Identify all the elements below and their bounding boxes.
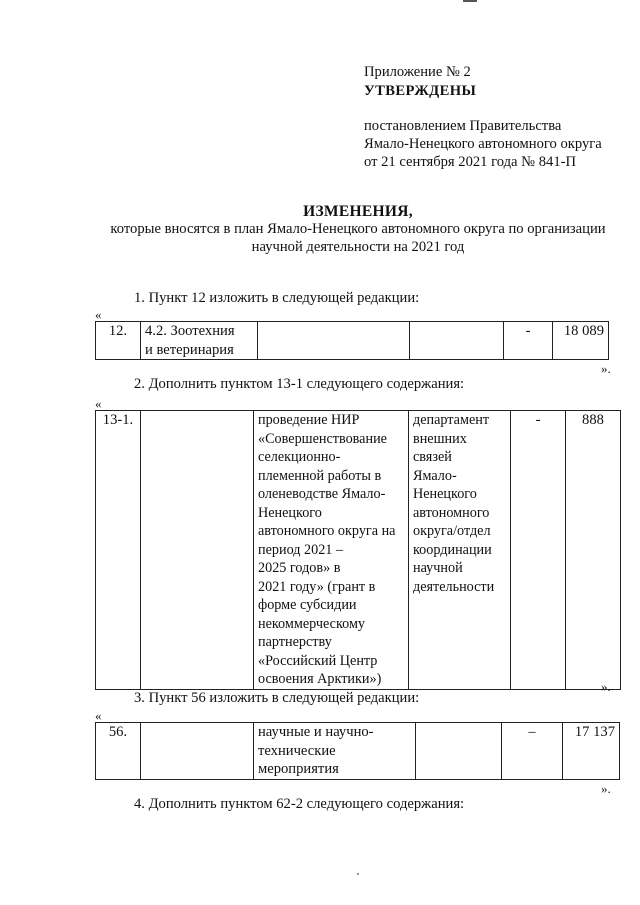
open-quote-2: «: [95, 396, 102, 411]
executor-line: округа/отдел: [413, 523, 491, 539]
section-3-heading: 3. Пункт 56 изложить в следующей редакции:: [134, 690, 420, 706]
table-row: [96, 322, 609, 360]
executor-line: Ямало-: [413, 467, 457, 484]
close-quote-3: ».: [601, 781, 611, 796]
table-row: [96, 723, 620, 780]
event-line: мероприятия: [258, 761, 339, 777]
row-amount: 18 089: [553, 322, 609, 360]
row-event: [254, 411, 409, 690]
title-line-1: которые вносятся в план Ямало-Ненецкого автономного округа по организации: [110, 221, 606, 237]
table-section-2: [95, 410, 621, 690]
page-corner-mark: [463, 0, 477, 2]
event-line: научные и научно-: [258, 724, 374, 740]
executor-line: связей: [413, 449, 452, 465]
event-line: оленеводстве Ямало-: [258, 486, 386, 502]
table-section-3: [95, 722, 620, 780]
table-row: [96, 411, 621, 690]
executor-line: автономного: [413, 504, 490, 521]
executor-line: внешних: [413, 430, 467, 447]
event-line: 2021 году» (грант в: [258, 578, 376, 595]
event-line: период 2021 –: [258, 541, 344, 558]
close-quote-2: ».: [601, 679, 611, 694]
row-section-line: и ветеринария: [145, 341, 234, 358]
row-section: [141, 723, 254, 780]
title-line-2: научной деятельности на 2021 год: [251, 239, 465, 255]
row-number: 12.: [96, 322, 141, 360]
event-line: освоения Арктики»): [258, 671, 382, 687]
event-line: партнерству: [258, 634, 332, 650]
row-number: 13-1.: [96, 411, 141, 690]
executor-line: деятельности: [413, 578, 495, 595]
event-line: племенной работы в: [258, 467, 382, 484]
executor-line: научной: [413, 560, 463, 576]
section-4-heading: 4. Дополнить пунктом 62-2 следующего содержания:: [134, 796, 465, 812]
row-event: [254, 723, 416, 780]
event-line: автономного округа на: [258, 523, 396, 539]
open-quote-3: «: [95, 708, 102, 723]
executor-line: координации: [413, 541, 492, 558]
row-dash: -: [511, 411, 566, 690]
row-event: [258, 322, 410, 360]
section-1-heading: 1. Пункт 12 изложить в следующей редакции:: [134, 290, 420, 306]
event-line: Ненецкого: [258, 504, 322, 521]
event-line: селекционно-: [258, 449, 341, 465]
row-section: [141, 411, 254, 690]
row-section-line: 4.2. Зоотехния: [145, 323, 235, 339]
row-executor: [409, 411, 511, 690]
row-dash: -: [504, 322, 553, 360]
approval-line-2: Ямало-Ненецкого автономного округа: [364, 136, 602, 152]
row-amount: 888: [566, 411, 621, 690]
row-executor: [410, 322, 504, 360]
approved-label: УТВЕРЖДЕНЫ: [364, 83, 477, 99]
document-title: ИЗМЕНЕНИЯ,: [303, 203, 413, 220]
row-number: 56.: [96, 723, 141, 780]
open-quote-1: «: [95, 307, 102, 322]
row-executor: [416, 723, 502, 780]
table-section-1: [95, 321, 609, 360]
row-amount: 17 137: [563, 723, 620, 780]
event-line: 2025 годов» в: [258, 560, 341, 576]
row-dash: –: [502, 723, 563, 780]
appendix-label: Приложение № 2: [364, 64, 471, 80]
close-quote-1: ».: [601, 361, 611, 376]
approval-line-3: от 21 сентября 2021 года № 841-П: [364, 154, 577, 170]
executor-line: департамент: [413, 412, 490, 428]
scan-speck: [357, 873, 359, 875]
approval-line-1: постановлением Правительства: [364, 118, 562, 134]
event-line: «Совершенствование: [258, 430, 387, 447]
event-line: технические: [258, 742, 336, 759]
event-line: «Российский Центр: [258, 652, 378, 669]
executor-line: Ненецкого: [413, 486, 477, 502]
section-2-heading: 2. Дополнить пунктом 13-1 следующего содержания:: [134, 376, 465, 392]
row-section: [141, 322, 258, 360]
event-line: форме субсидии: [258, 597, 357, 613]
event-line: некоммерческому: [258, 615, 366, 632]
event-line: проведение НИР: [258, 412, 360, 428]
